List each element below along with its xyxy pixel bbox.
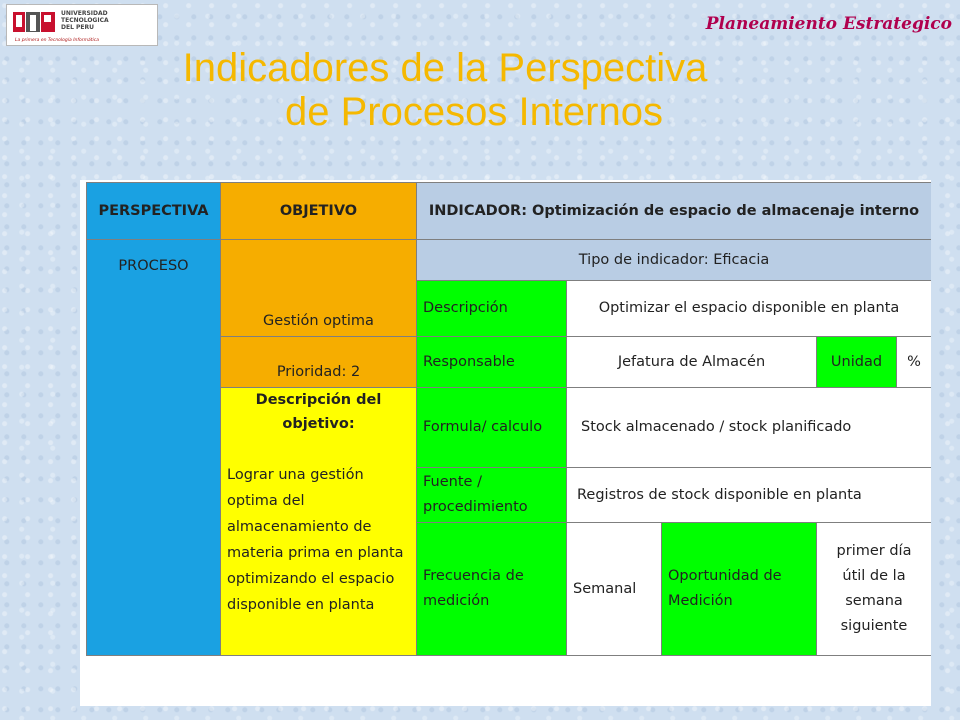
responsable-label: Responsable: [417, 337, 567, 388]
formula-label: Formula/ calculo: [417, 388, 567, 468]
descripcion-objetivo-cell: [221, 388, 417, 656]
prioridad: Prioridad: 2: [221, 337, 417, 388]
indicator-table: [86, 182, 931, 656]
title-line-2: de Procesos Internos: [285, 90, 663, 134]
responsable-value: Jefatura de Almacén: [567, 337, 817, 388]
unidad-value: %: [897, 337, 932, 388]
oportunidad-value: primer día útil de la semana siguiente: [817, 523, 932, 656]
slide-title: [0, 46, 960, 134]
logo-name: UNIVERSIDAD TECNOLOGICA DEL PERU: [61, 10, 109, 31]
objetivo-header: OBJETIVO: [221, 183, 417, 240]
logo-tagline: La primera en Tecnología Informática: [15, 38, 99, 43]
fuente-value: Registros de stock disponible en planta: [567, 468, 932, 523]
indicador-header: INDICADOR: Optimización de espacio de almacenaje interno: [417, 183, 932, 240]
utp-logo-icon: [13, 10, 57, 40]
tipo-indicador: Tipo de indicador: Eficacia: [417, 240, 932, 281]
descripcion-label: Descripción: [417, 281, 567, 337]
perspectiva-value: PROCESO: [87, 240, 221, 656]
perspectiva-header: PERSPECTIVA: [87, 183, 221, 240]
course-name: Planeamiento Estrategico: [705, 14, 952, 34]
frecuencia-label: Frecuencia de medición: [417, 523, 567, 656]
fuente-label: Fuente / procedimiento: [417, 468, 567, 523]
descripcion-objetivo-text: Lograr una gestión optima del almacenamiento de materia prima en planta optimizando el espacio disponible en planta: [227, 467, 404, 613]
frecuencia-value: Semanal: [567, 523, 662, 656]
oportunidad-label: Oportunidad de Medición: [662, 523, 817, 656]
descripcion-objetivo-label: Descripción del objetivo:: [255, 392, 382, 432]
university-logo: [6, 4, 158, 46]
formula-value: Stock almacenado / stock planificado: [567, 388, 932, 468]
unidad-label: Unidad: [817, 337, 897, 388]
objetivo-value: Gestión optima: [221, 240, 417, 337]
indicator-table-panel: [80, 180, 931, 706]
title-line-1: Indicadores de la Perspectiva: [182, 46, 708, 90]
descripcion-value: Optimizar el espacio disponible en planta: [567, 281, 932, 337]
